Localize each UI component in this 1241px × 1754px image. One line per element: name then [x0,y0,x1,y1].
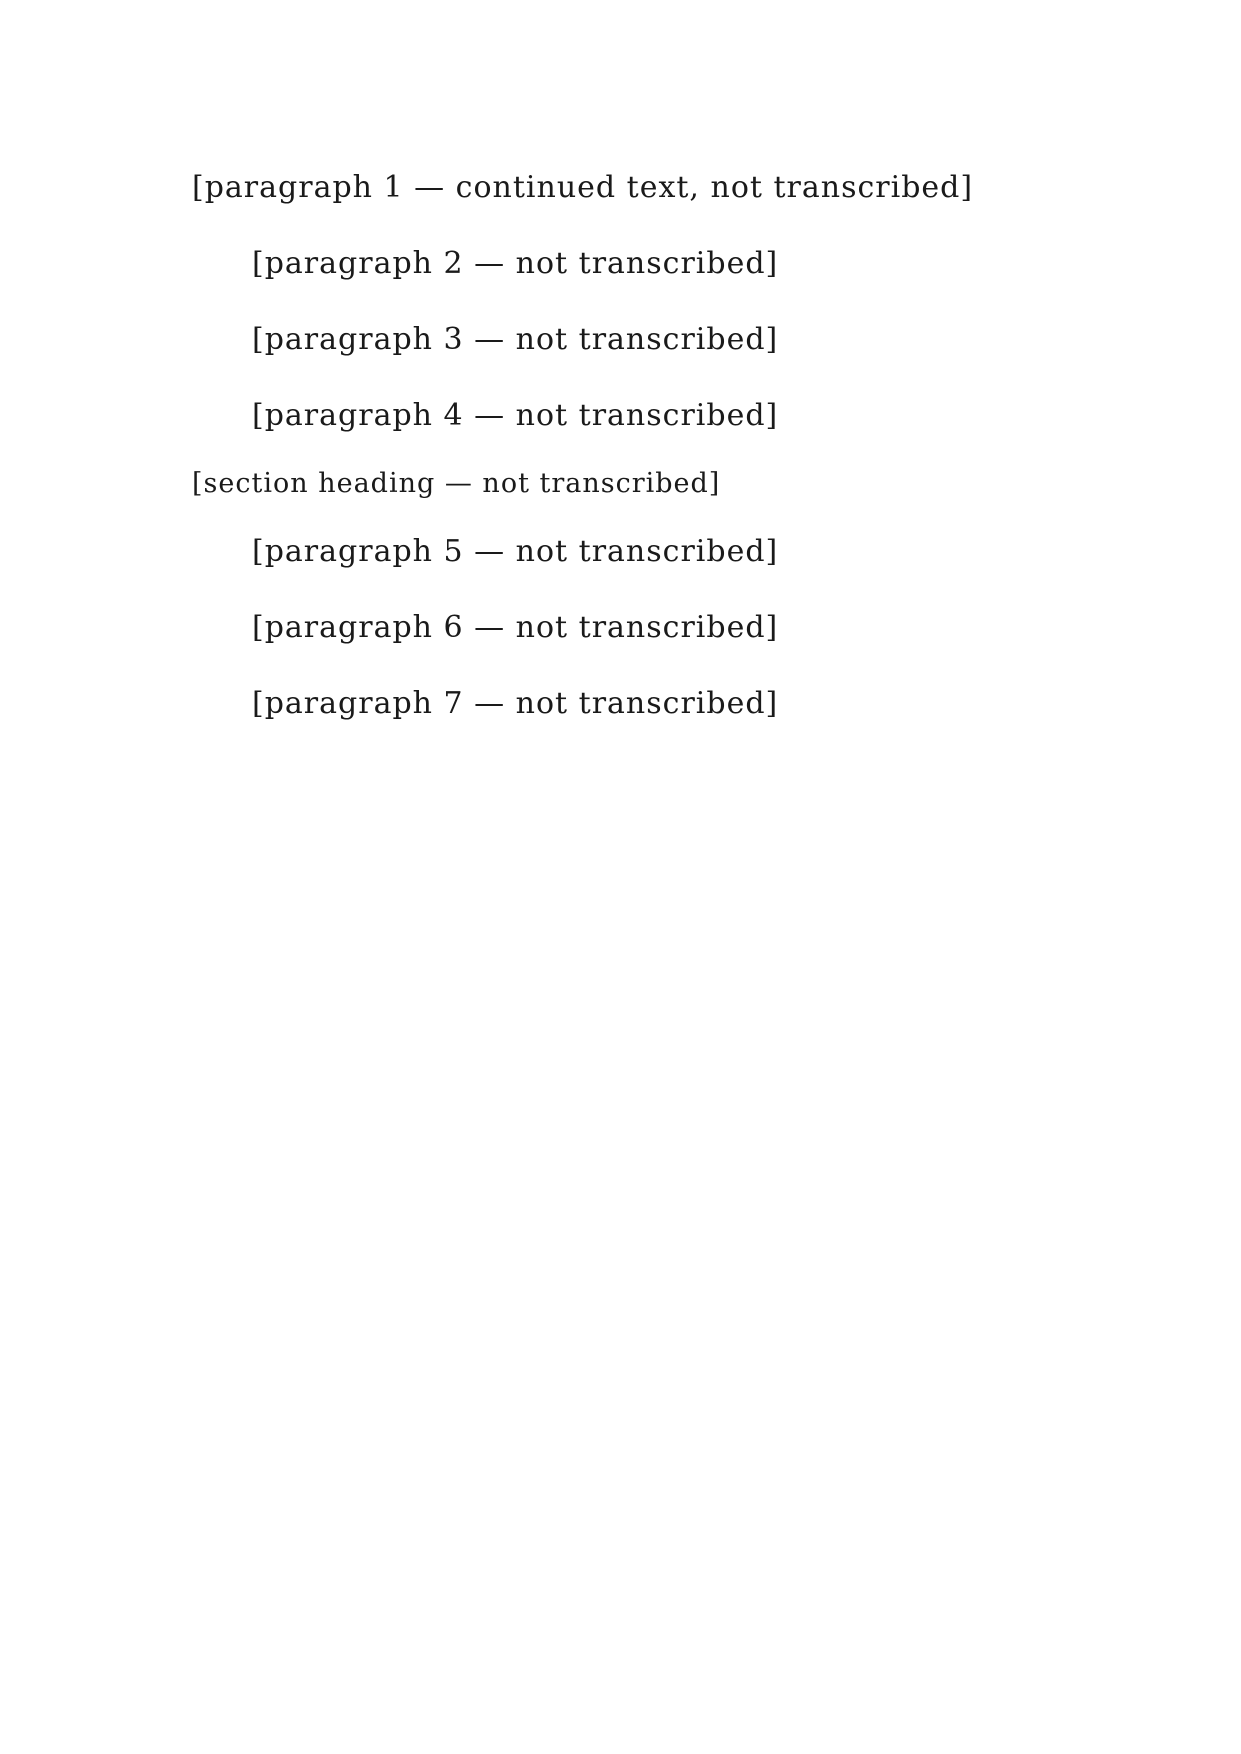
paragraph: [paragraph 4 — not transcribed] [252,398,779,433]
paragraph: [paragraph 3 — not transcribed] [252,322,779,357]
paragraph: [paragraph 1 — continued text, not transcribed] [192,170,974,205]
paragraph: [paragraph 7 — not transcribed] [252,686,779,721]
section-heading: [section heading — not transcribed] [192,468,721,499]
paragraph: [paragraph 6 — not transcribed] [252,610,779,645]
paragraph: [paragraph 5 — not transcribed] [252,534,779,569]
document-page [192,158,1058,750]
paragraph: [paragraph 2 — not transcribed] [252,246,779,281]
